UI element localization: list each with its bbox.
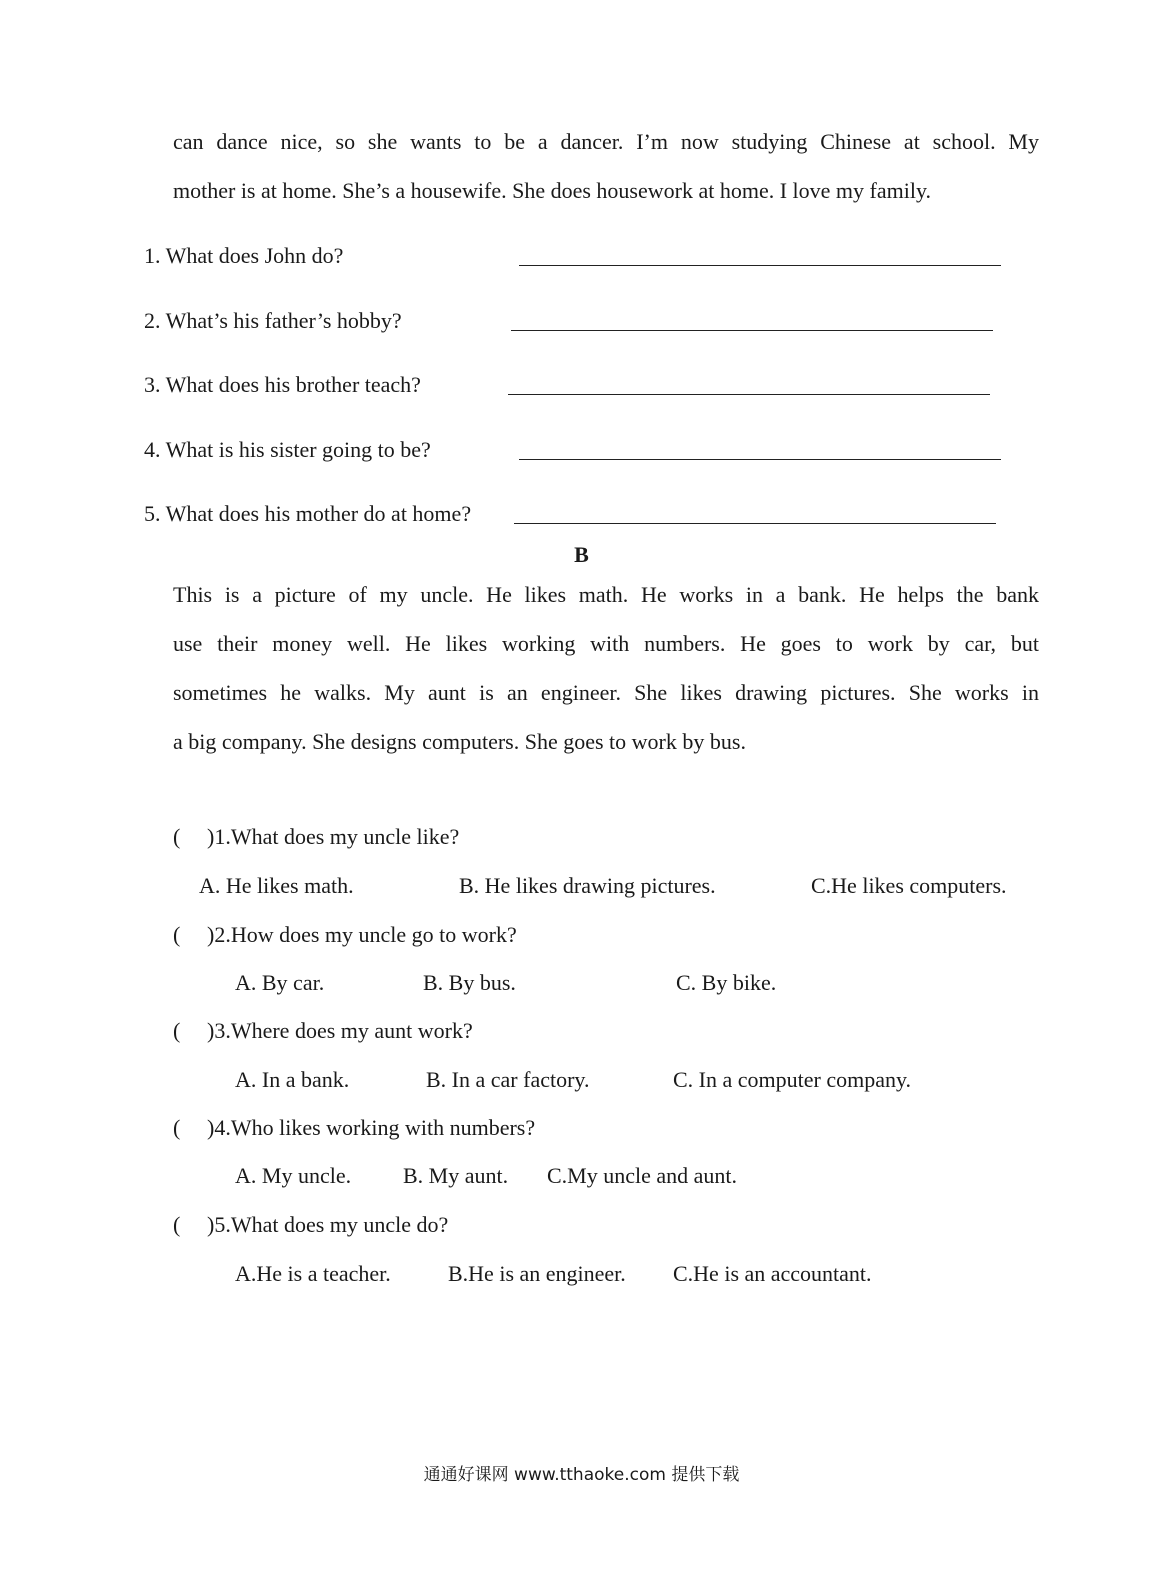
question-text: )5.What does my uncle do? — [207, 1212, 449, 1237]
answer-blank[interactable] — [508, 394, 990, 395]
option-c: C. In a computer company. — [673, 1067, 912, 1092]
passage-line: a big company. She designs computers. She goes to work by bus. — [173, 729, 746, 754]
option-c: C.My uncle and aunt. — [547, 1163, 738, 1188]
answer-paren[interactable]: ( — [173, 824, 181, 849]
passage-line: mother is at home. She’s a housewife. She does housework at home. I love my family. — [173, 178, 932, 203]
option-b: B.He is an engineer. — [448, 1261, 626, 1286]
option-a: A.He is a teacher. — [235, 1261, 391, 1286]
question-text: )4.Who likes working with numbers? — [207, 1115, 536, 1140]
answer-paren[interactable]: ( — [173, 1212, 181, 1237]
answer-paren[interactable]: ( — [173, 1115, 181, 1140]
option-b: B. By bus. — [423, 970, 516, 995]
option-b: B. My aunt. — [403, 1163, 509, 1188]
answer-paren[interactable]: ( — [173, 1018, 181, 1043]
section-title: B — [574, 542, 589, 567]
option-a: A. By car. — [235, 970, 325, 995]
answer-blank[interactable] — [511, 330, 993, 331]
passage-a-tail — [173, 127, 1039, 225]
question-label: 2. What’s his father’s hobby? — [144, 308, 402, 333]
question-label: 1. What does John do? — [144, 243, 344, 268]
option-b: B. He likes drawing pictures. — [459, 873, 716, 898]
passage-line: use their money well. He likes working with numbers. He goes to work by car, but — [173, 631, 1039, 656]
question-text: )3.Where does my aunt work? — [207, 1018, 473, 1043]
answer-paren[interactable]: ( — [173, 922, 181, 947]
answer-blank[interactable] — [519, 265, 1001, 266]
option-c: C. By bike. — [676, 970, 777, 995]
option-a: A. In a bank. — [235, 1067, 350, 1092]
question-label: 5. What does his mother do at home? — [144, 501, 472, 526]
question-text: )2.How does my uncle go to work? — [207, 922, 517, 947]
question-label: 3. What does his brother teach? — [144, 372, 421, 397]
option-a: A. He likes math. — [199, 873, 354, 898]
question-text: )1.What does my uncle like? — [207, 824, 460, 849]
passage-line: This is a picture of my uncle. He likes math. He works in a bank. He helps the bank — [173, 582, 1039, 607]
passage-line: can dance nice, so she wants to be a dancer. I’m now studying Chinese at school. My — [173, 129, 1039, 154]
answer-blank[interactable] — [514, 523, 996, 524]
option-c: C.He likes computers. — [811, 873, 1007, 898]
option-a: A. My uncle. — [235, 1163, 352, 1188]
option-b: B. In a car factory. — [426, 1067, 590, 1092]
page-footer: 通通好课网 www.tthaoke.com 提供下载 — [423, 1465, 740, 1485]
option-c: C.He is an accountant. — [673, 1261, 872, 1286]
passage-line: sometimes he walks. My aunt is an engineer. She likes drawing pictures. She works in — [173, 680, 1039, 705]
question-label: 4. What is his sister going to be? — [144, 437, 431, 462]
answer-blank[interactable] — [519, 459, 1001, 460]
passage-b — [173, 580, 1039, 776]
